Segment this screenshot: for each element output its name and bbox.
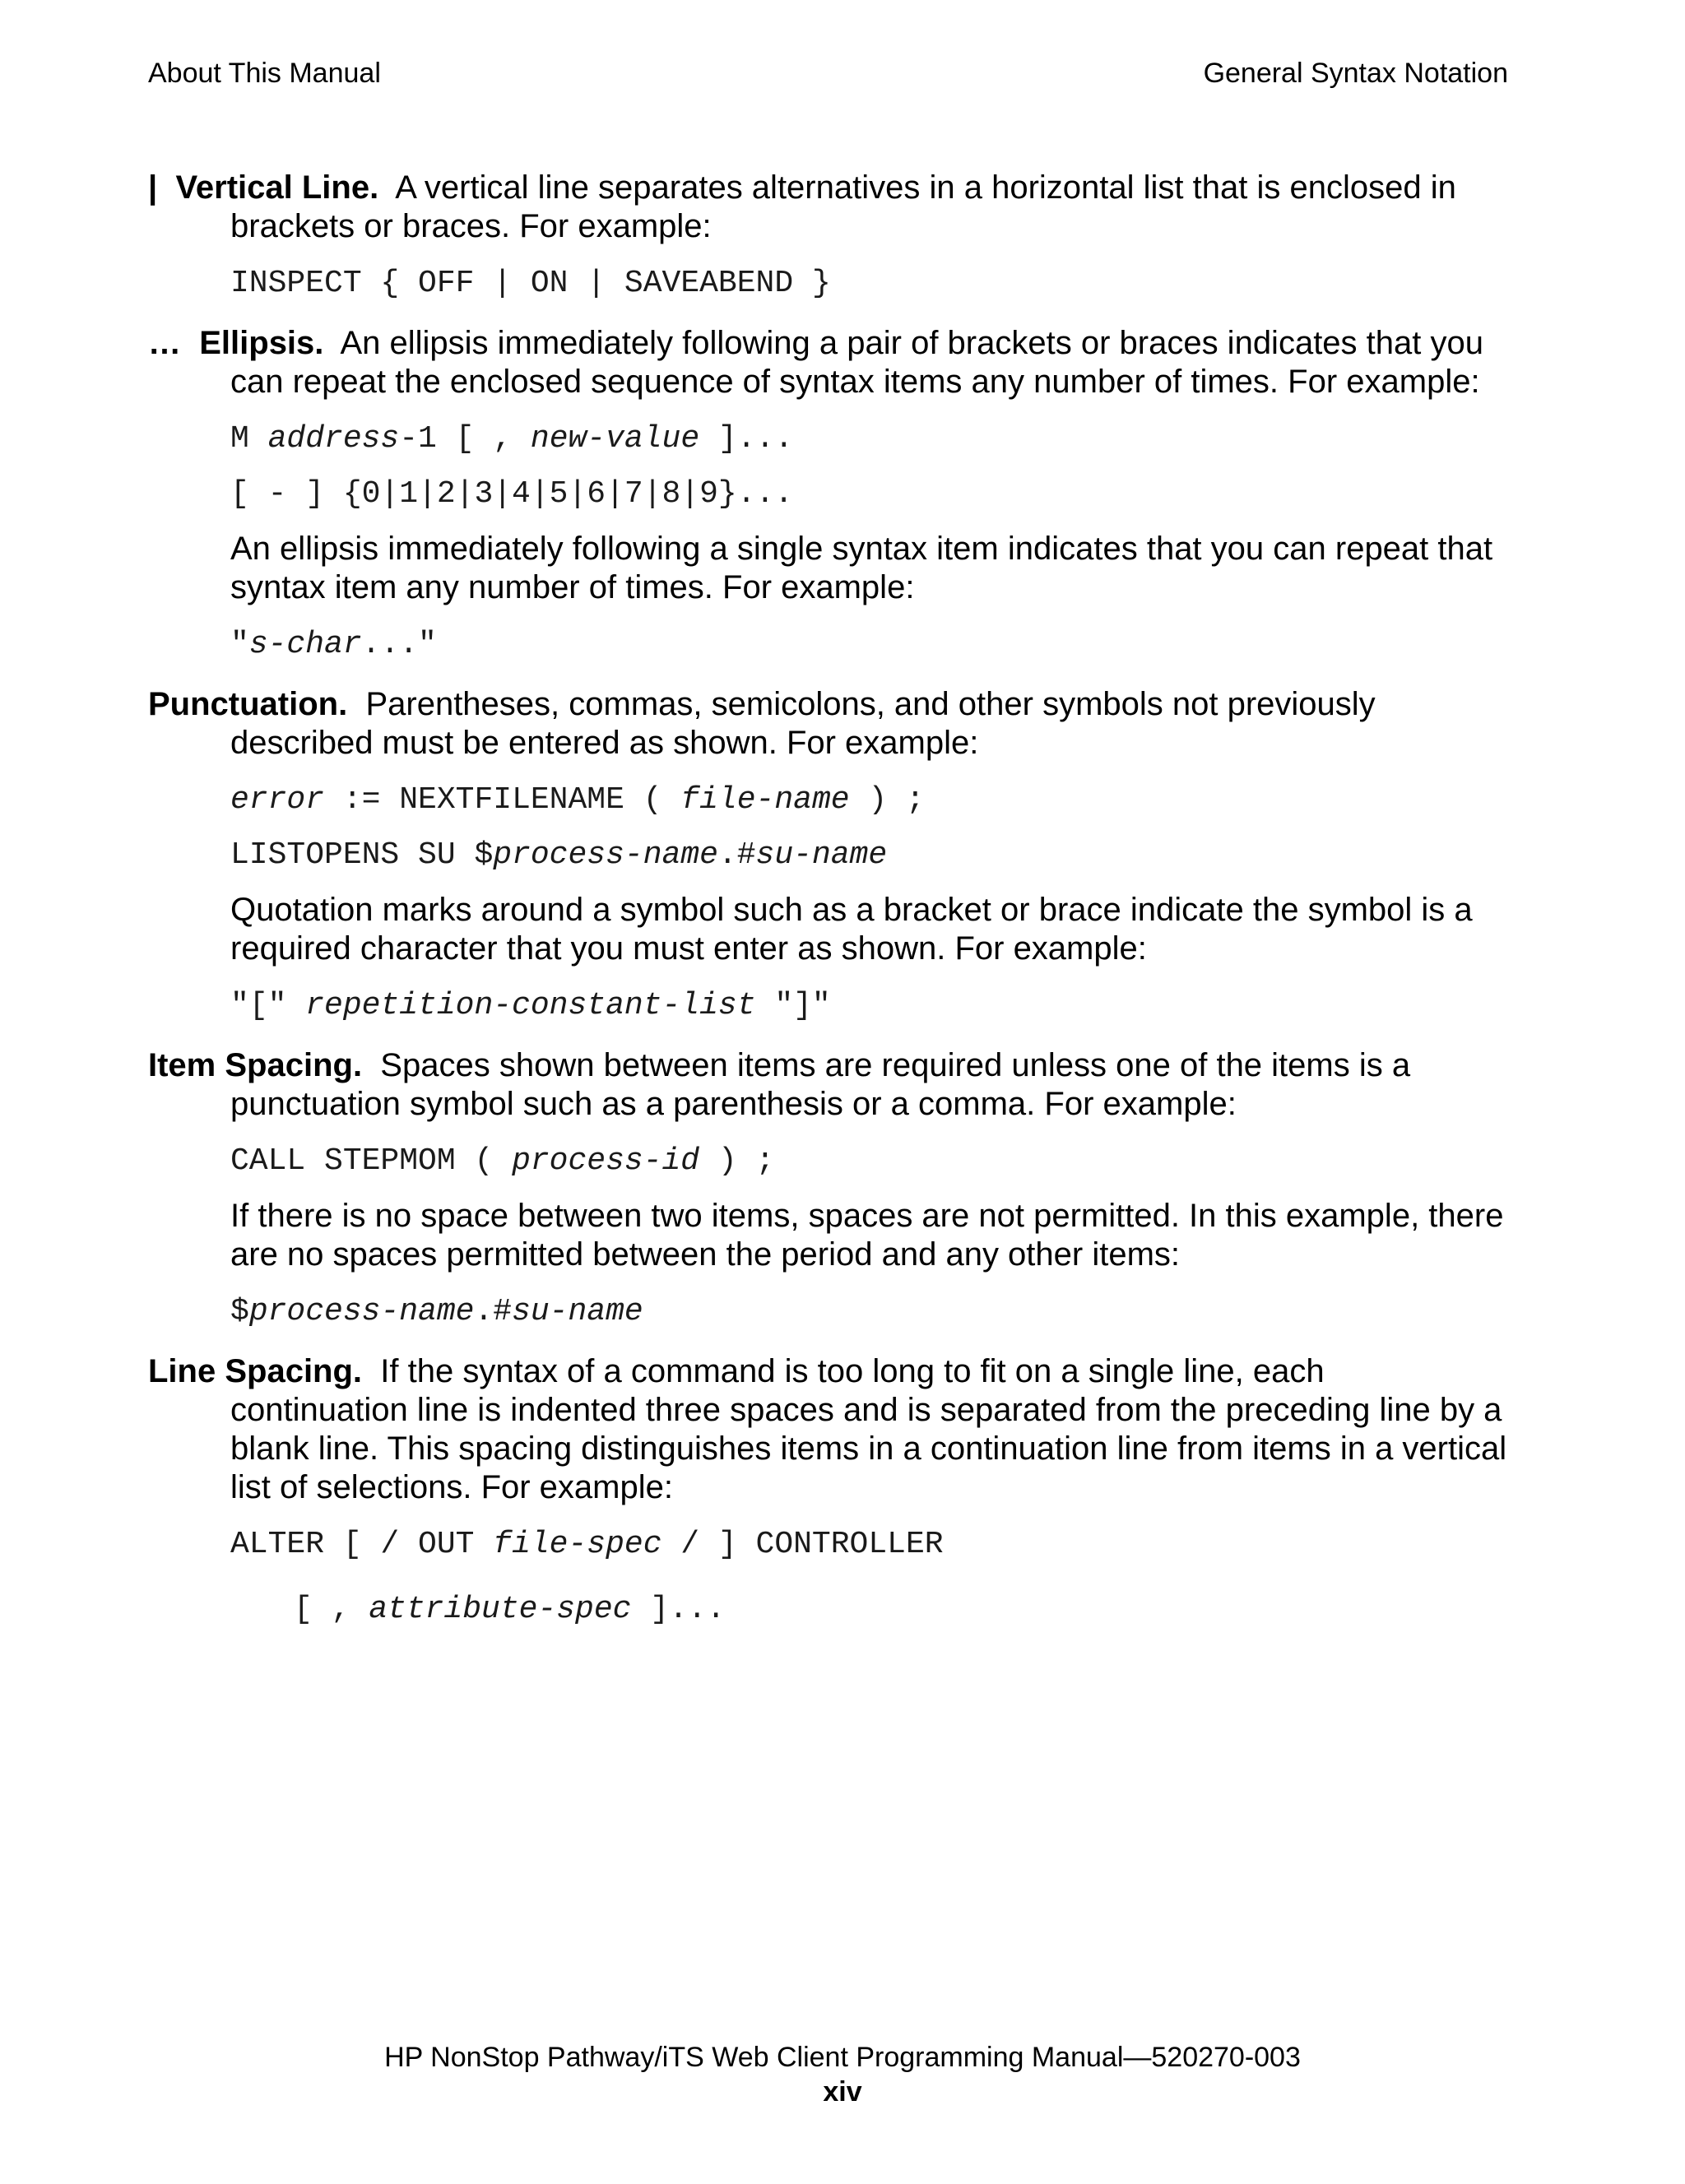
code-text: .#: [717, 837, 756, 873]
code-text: ]...: [631, 1592, 726, 1627]
item-spacing-entry: [148, 1046, 1510, 1331]
punctuation-example-1: [148, 781, 1510, 819]
ellipsis-description-2: An ellipsis immediately following a single syntax item indicates that you can repeat that syntax item any number of times. For example:: [230, 531, 1493, 605]
code-text: ) ;: [849, 782, 925, 818]
vertical-line-term: Vertical Line.: [175, 169, 379, 206]
header-section-title: General Syntax Notation: [1203, 58, 1508, 89]
code-variable: attribute-spec: [369, 1592, 632, 1627]
header-chapter-title: About This Manual: [148, 58, 381, 89]
ellipsis-term: Ellipsis.: [199, 325, 324, 361]
ellipsis-text: An ellipsis immediately following a pair of brackets or braces indicates that you can repeat the enclosed sequence of syntax items any number of times. For example:: [230, 325, 1483, 400]
code-variable: new-value: [530, 421, 700, 457]
item-spacing-term: Item Spacing.: [148, 1047, 363, 1083]
punctuation-example-3: [148, 986, 1510, 1025]
code-text: ) ;: [699, 1143, 775, 1179]
line-spacing-text: If the syntax of a command is too long to fit on a single line, each continuation line is indented three spaces and is separated from the preceding line by a blank line. This spacing distinguishes items in a continuation line from items in a vertical list of selections. For example:: [230, 1353, 1507, 1505]
line-spacing-entry: [148, 1352, 1510, 1629]
page-header: [148, 58, 1508, 94]
code-variable: repetition-constant-list: [305, 988, 756, 1023]
code-text: [ ,: [294, 1592, 369, 1627]
code-variable: address: [267, 421, 400, 457]
page-footer: [0, 2040, 1685, 2109]
code-text: := NEXTFILENAME (: [324, 782, 681, 818]
code-text: "]": [755, 988, 831, 1023]
code-bar: |: [587, 266, 606, 301]
code-text: CALL STEPMOM (: [230, 1143, 513, 1179]
page-number: xiv: [823, 2076, 862, 2107]
code-variable: process-id: [512, 1143, 700, 1179]
line-spacing-example-1: [148, 1525, 1510, 1564]
punctuation-description-2: Quotation marks around a symbol such as a bracket or brace indicate the symbol is a required character that you must enter as shown. For example:: [230, 892, 1473, 967]
vertical-line-entry: [148, 169, 1510, 303]
ellipsis-example-1: [148, 420, 1510, 458]
code-text: ]...: [699, 421, 794, 457]
code-variable: process-name: [493, 837, 718, 873]
punctuation-term: Punctuation.: [148, 686, 348, 722]
code-variable: su-name: [755, 837, 888, 873]
item-spacing-description-2: If there is no space between two items, spaces are not permitted. In this example, there are no spaces permitted between the period and any other items:: [230, 1198, 1504, 1273]
code-text: INSPECT { OFF: [230, 266, 494, 301]
code-text: ALTER [ / OUT: [230, 1527, 494, 1562]
code-variable: su-name: [512, 1294, 643, 1329]
punctuation-description: [148, 685, 1510, 763]
ellipsis-example-2: [ - ] {0|1|2|3|4|5|6|7|8|9}...: [230, 476, 794, 512]
page-content: [148, 169, 1510, 1629]
punctuation-text: Parentheses, commas, semicolons, and other symbols not previously described must be entered as shown. For example:: [230, 686, 1376, 761]
code-text: ": [230, 627, 249, 662]
ellipsis-marker: …: [148, 325, 181, 361]
line-spacing-term: Line Spacing.: [148, 1353, 363, 1389]
line-spacing-example-2: [148, 1590, 1510, 1629]
ellipsis-example-3: [148, 625, 1510, 664]
vertical-line-description: [148, 169, 1510, 246]
item-spacing-text: Spaces shown between items are required unless one of the items is a punctuation symbol such as a parenthesis or a comma. For example:: [230, 1047, 1411, 1122]
code-text: .#: [474, 1294, 513, 1329]
code-variable: process-name: [248, 1294, 475, 1329]
code-text: ON: [512, 266, 587, 301]
code-variable: file-spec: [493, 1527, 662, 1562]
code-text: "[": [230, 988, 306, 1023]
punctuation-example-2: [148, 836, 1510, 874]
code-variable: file-name: [680, 782, 850, 818]
code-text: $: [230, 1294, 249, 1329]
vertical-line-marker: |: [148, 169, 158, 206]
code-variable: error: [230, 782, 325, 818]
footer-manual-title: HP NonStop Pathway/iTS Web Client Programming Manual—520270-003: [384, 2042, 1301, 2073]
code-text: SAVEABEND }: [606, 266, 831, 301]
item-spacing-example-1: [148, 1142, 1510, 1180]
code-variable: s-char: [248, 627, 362, 662]
code-text: -1 [ ,: [399, 421, 531, 457]
vertical-line-text: A vertical line separates alternatives in a horizontal list that is enclosed in brackets or braces. For example:: [230, 169, 1456, 244]
vertical-line-example: [148, 264, 1510, 303]
code-text: LISTOPENS SU $: [230, 837, 494, 873]
item-spacing-description: [148, 1046, 1510, 1124]
punctuation-entry: [148, 685, 1510, 1025]
code-text: ...": [361, 627, 437, 662]
code-text: / ] CONTROLLER: [661, 1527, 944, 1562]
item-spacing-example-2: [148, 1292, 1510, 1331]
ellipsis-description: [148, 324, 1510, 401]
code-text: M: [230, 421, 268, 457]
code-bar: |: [493, 266, 513, 301]
ellipsis-entry: [148, 324, 1510, 664]
line-spacing-description: [148, 1352, 1510, 1507]
